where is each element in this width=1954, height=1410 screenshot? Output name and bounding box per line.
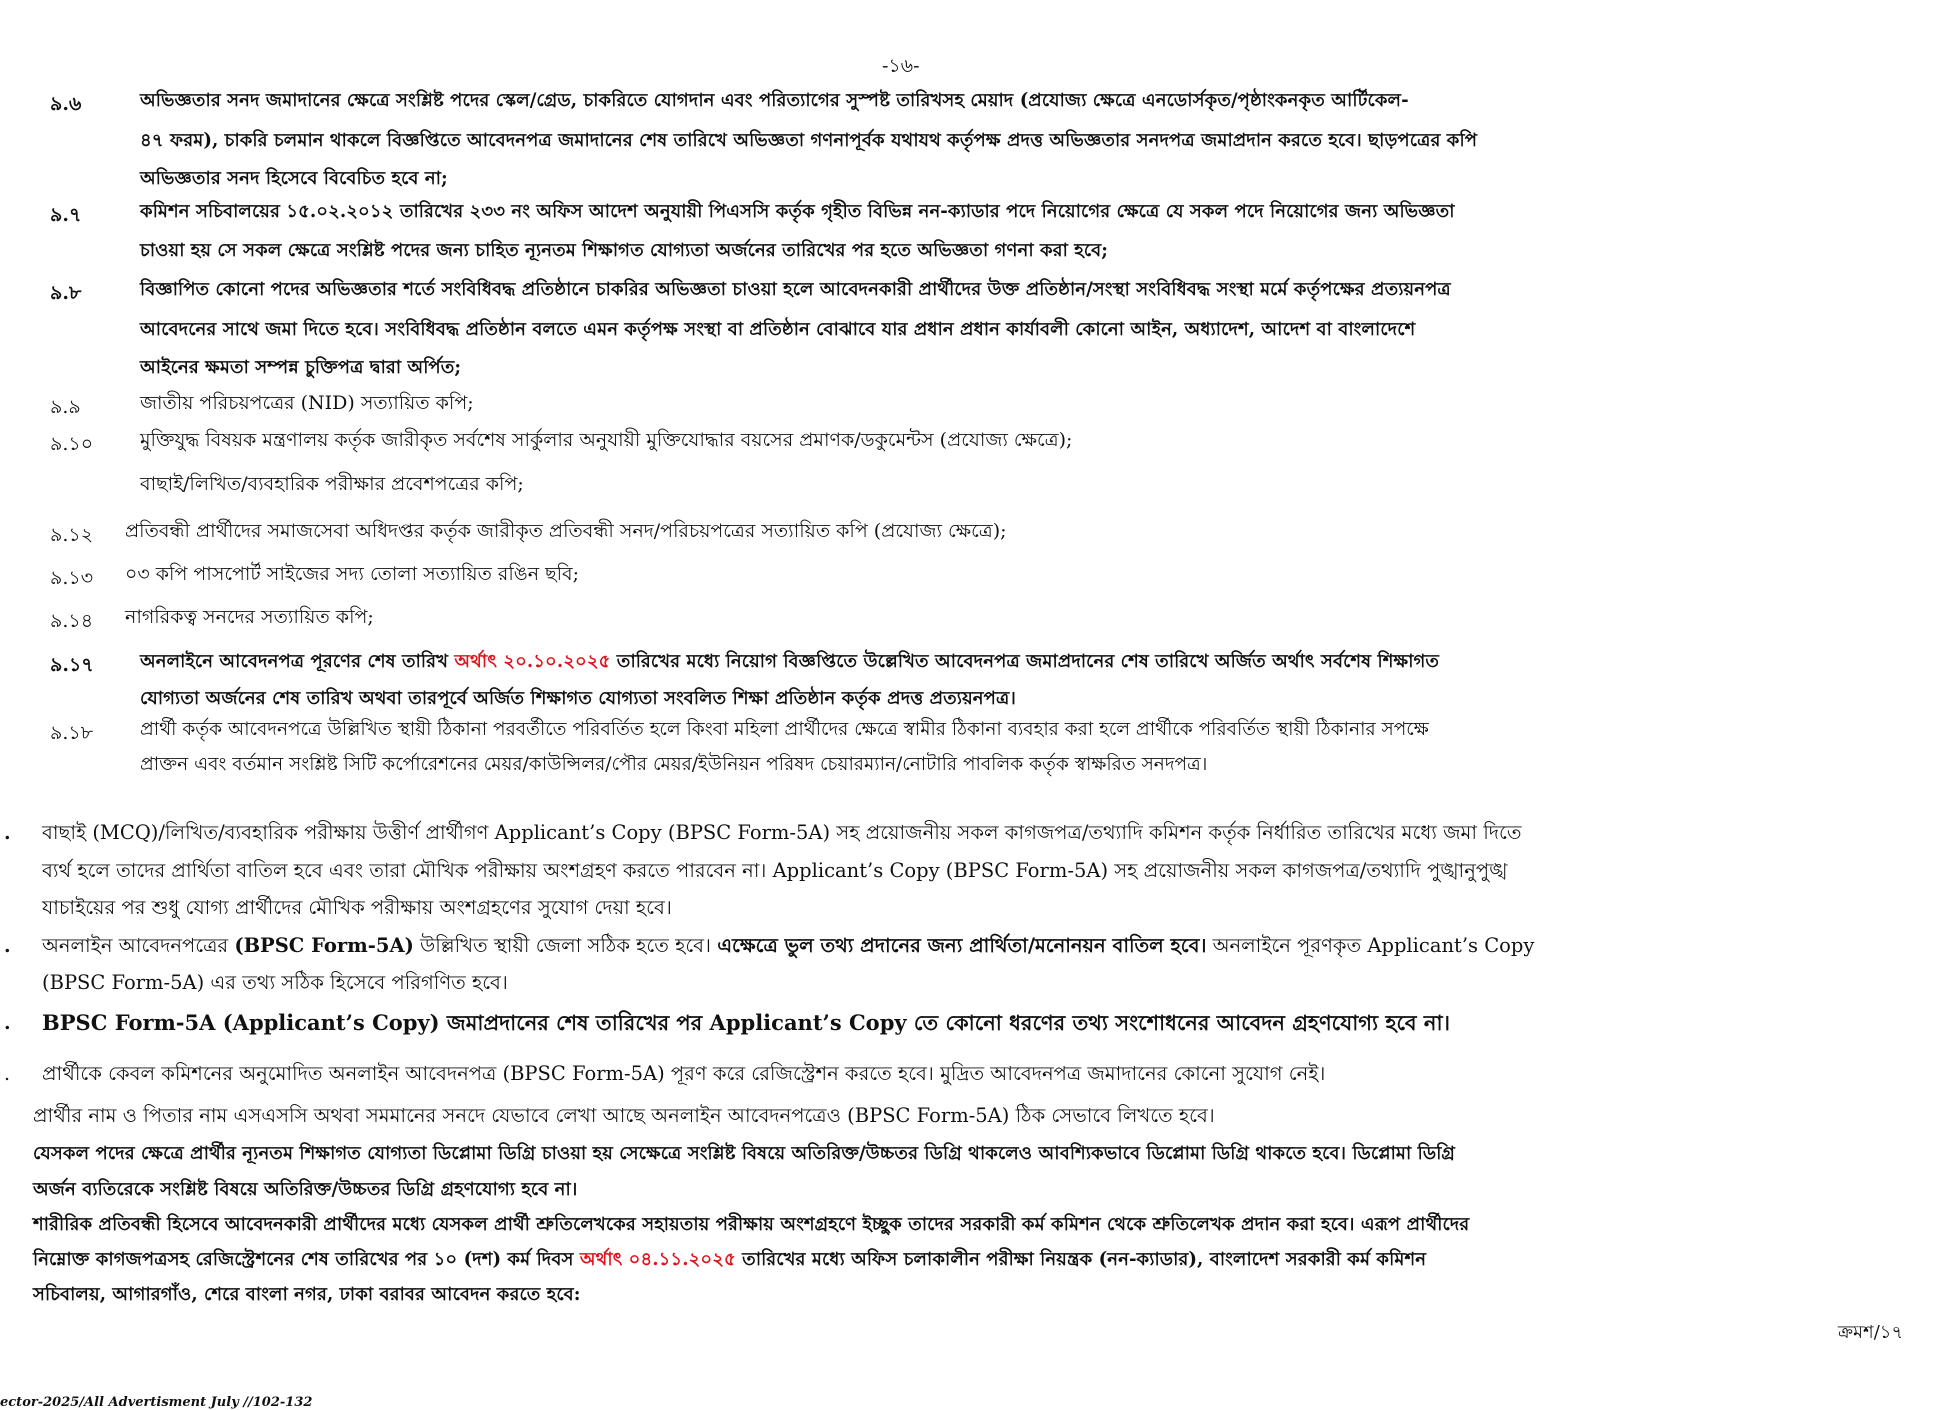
item-number: ৯.৭ [50, 204, 82, 226]
item-line: প্রার্থী কর্তৃক আবেদনপত্রে উল্লিখিত স্থায়ী ঠিকানা পরবর্তীতে পরিবর্তিত হলে কিংবা মহিলা প্রার্থীদের ক্ষেত্রে স্বামীর ঠিকানা ব্যবহার করা হলে প্রার্থীকে পরিবর্তিত স্থায়ী ঠিকানার সপক্ষে [140, 719, 1429, 740]
section-marker: . [4, 822, 11, 844]
item-9-13-text: ০৩ কপি পাসপোর্ট সাইজের সদ্য তোলা সত্যায়িত রঙিন ছবি; [125, 563, 580, 585]
item-9-14-text: নাগরিকত্ব সনদের সত্যায়িত কপি; [125, 606, 374, 628]
section-online-registration: প্রার্থীকে কেবল কমিশনের অনুমোদিত অনলাইন আবেদনপত্র (BPSC Form-5A) পূরণ করে রেজিস্ট্রেশন করতে হবে। মুদ্রিত আবেদনপত্র জমাদানের কোনো সুযোগ নেই। [42, 1062, 1326, 1085]
item-number: ৯.৯ [50, 396, 81, 418]
item-9-9-text: জাতীয় পরিচয়পত্রের (NID) সত্যায়িত কপি; [140, 392, 474, 414]
section-marker: . [4, 1012, 11, 1034]
item-number: ৯.১৭ [50, 654, 94, 676]
item-9-10-text: মুক্তিযুদ্ধ বিষয়ক মন্ত্রণালয় কর্তৃক জারীকৃত সর্বশেষ সার্কুলার অনুযায়ী মুক্তিযোদ্ধার বয়সের প্রমাণক/ডকুমেন্টস (প্রযোজ্য ক্ষেত্রে); [140, 429, 1073, 451]
section-line: শারীরিক প্রতিবন্ধী হিসেবে আবেদনকারী প্রার্থীদের মধ্যে যেসকল প্রার্থী শ্রুতিলেখকের সহায়তায় পরীক্ষায় অংশগ্রহণে ইচ্ছুক তাদের সরকারী কর্ম কমিশন থেকে শ্রুতিলেখক প্রদান করা হবে। এরূপ প্রার্থীদের [33, 1214, 1470, 1235]
item-admit-card-text: বাছাই/লিখিত/ব্যবহারিক পরীক্ষার প্রবেশপত্রের কপি; [140, 473, 524, 495]
item-line: অভিজ্ঞতার সনদ হিসেবে বিবেচিত হবে না; [140, 168, 448, 189]
item-number: ৯.৬ [50, 93, 82, 115]
section-line: যেসকল পদের ক্ষেত্রে প্রার্থীর ন্যূনতম শিক্ষাগত যোগ্যতা ডিপ্লোমা ডিগ্রি চাওয়া হয় সেক্ষেত্রে সংশ্লিষ্ট বিষয়ে অতিরিক্ত/উচ্চতর ডিগ্রি থাকলেও আবশ্যিকভাবে ডিপ্লোমা ডিগ্রি থাকতে হবে। ডিপ্লোমা ডিগ্রি [33, 1143, 1456, 1164]
warning-text: এক্ষেত্রে ভুল তথ্য প্রদানের জন্য প্রার্থিতা/মনোনয়ন বাতিল হবে। [717, 934, 1207, 957]
item-line: যোগ্যতা অর্জনের শেষ তারিখ অথবা তারপূর্বে অর্জিত শিক্ষাগত যোগ্যতা সংবলিত শিক্ষা প্রতিষ্ঠান কর্তৃক প্রদত্ত প্রত্যয়নপত্র। [140, 688, 1016, 709]
text-segment: (BPSC Form-5A) [234, 934, 414, 957]
section-marker: . [4, 935, 11, 957]
section-line [33, 1240, 1426, 1279]
section-form-correction: BPSC Form-5A (Applicant’s Copy) জমাপ্রদানের শেষ তারিখের পর Applicant’s Copy তে কোনো ধরণের তথ্য সংশোধনের আবেদন গ্রহণযোগ্য হবে না। [42, 1010, 1451, 1035]
section-line: যাচাইয়ের পর শুধু যোগ্য প্রার্থীদের মৌখিক পরীক্ষায় অংশগ্রহণের সুযোগ দেয়া হবে। [42, 896, 672, 919]
section-line: সচিবালয়, আগারগাঁও, শেরে বাংলা নগর, ঢাকা বরাবর আবেদন করতে হবে: [33, 1284, 581, 1305]
section-line: ব্যর্থ হলে তাদের প্রার্থিতা বাতিল হবে এবং তারা মৌখিক পরীক্ষায় অংশগ্রহণ করতে পারবেন না। Applicant’s Copy (BPSC Form-5A) সহ প্রয়োজনীয় সকল কাগজপত্র/তথ্যাদি পুঙ্খানুপুঙ্খ [42, 859, 1508, 882]
section-line: অর্জন ব্যতিরেকে সংশ্লিষ্ট বিষয়ে অতিরিক্ত/উচ্চতর ডিগ্রি গ্রহণযোগ্য হবে না। [33, 1179, 578, 1200]
deadline-date-highlight: অর্থাৎ ২০.১০.২০২৫ [454, 651, 611, 672]
item-number: ৯.১৪ [50, 610, 94, 632]
continued-note: ক্রমশ/১৭ [1838, 1322, 1904, 1343]
item-line [140, 642, 1439, 681]
item-number: ৯.১৮ [50, 722, 94, 744]
text-segment: নিম্নোক্ত কাগজপত্রসহ রেজিস্ট্রেশনের শেষ তারিখের পর ১০ (দশ) কর্ম দিবস [33, 1249, 580, 1270]
section-line: (BPSC Form-5A) এর তথ্য সঠিক হিসেবে পরিগণিত হবে। [42, 971, 508, 994]
section-name-as-ssc: প্রার্থীর নাম ও পিতার নাম এসএসসি অথবা সমমানের সনদে যেভাবে লেখা আছে অনলাইন আবেদনপত্রেও (BPSC Form-5A) ঠিক সেভাবে লিখতে হবে। [33, 1104, 1215, 1127]
text-segment: উল্লিখিত স্থায়ী জেলা সঠিক হতে হবে। [413, 934, 718, 957]
item-number: ৯.১২ [50, 524, 94, 546]
deadline-date-highlight: অর্থাৎ ০৪.১১.২০২৫ [579, 1249, 736, 1270]
item-line: বিজ্ঞাপিত কোনো পদের অভিজ্ঞতার শর্তে সংবিধিবদ্ধ প্রতিষ্ঠানে চাকরির অভিজ্ঞতা চাওয়া হলে আবেদনকারী প্রার্থীদের উক্ত প্রতিষ্ঠান/সংস্থা সংবিধিবদ্ধ সংস্থা মর্মে কর্তৃপক্ষের প্রত্যয়নপত্র [140, 279, 1451, 300]
item-line: চাওয়া হয় সে সকল ক্ষেত্রে সংশ্লিষ্ট পদের জন্য চাহিত ন্যূনতম শিক্ষাগত যোগ্যতা অর্জনের তারিখের পর হতে অভিজ্ঞতা গণনা করা হবে; [140, 240, 1108, 261]
item-line: কমিশন সচিবালয়ের ১৫.০২.২০১২ তারিখের ২৩৩ নং অফিস আদেশ অনুযায়ী পিএসসি কর্তৃক গৃহীত বিভিন্ন নন-ক্যাডার পদে নিয়োগের ক্ষেত্রে যে সকল পদে নিয়োগের জন্য অভিজ্ঞতা [140, 201, 1455, 222]
item-number: ৯.৮ [50, 282, 82, 304]
text-segment: তারিখের মধ্যে অফিস চলাকালীন পরীক্ষা নিয়ন্ত্রক (নন-ক্যাডার), বাংলাদেশ সরকারী কর্ম কমিশন [735, 1249, 1427, 1270]
text-segment: অনলাইনে আবেদনপত্র পূরণের শেষ তারিখ [140, 651, 455, 672]
text-segment: অনলাইন আবেদনপত্রের [42, 934, 235, 957]
item-number: ৯.১০ [50, 433, 94, 455]
section-marker: . [4, 1063, 11, 1085]
section-line: বাছাই (MCQ)/লিখিত/ব্যবহারিক পরীক্ষায় উত্তীর্ণ প্রার্থীগণ Applicant’s Copy (BPSC Form-5A) সহ প্রয়োজনীয় সকল কাগজপত্র/তথ্যাদি কমিশন কর্তৃক নির্ধারিত তারিখের মধ্যে জমা দিতে [42, 821, 1522, 844]
footer-reference: ector-2025/All Advertisment July //102-132 [0, 1395, 313, 1410]
item-line: ৪৭ ফরম), চাকরি চলমান থাকলে বিজ্ঞপ্তিতে আবেদনপত্র জমাদানের শেষ তারিখে অভিজ্ঞতা গণনাপূর্বক যথাযথ কর্তৃপক্ষ প্রদত্ত অভিজ্ঞতার সনদপত্র জমাপ্রদান করতে হবে। ছাড়পত্রের কপি [140, 130, 1478, 151]
item-line: আবেদনের সাথে জমা দিতে হবে। সংবিধিবদ্ধ প্রতিষ্ঠান বলতে এমন কর্তৃপক্ষ সংস্থা বা প্রতিষ্ঠান বোঝাবে যার প্রধান প্রধান কার্যাবলী কোনো আইন, অধ্যাদেশ, আদেশ বা বাংলাদেশে [140, 319, 1416, 340]
item-line: প্রাক্তন এবং বর্তমান সংশ্লিষ্ট সিটি কর্পোরেশনের মেয়র/কাউন্সিলর/পৌর মেয়র/ইউনিয়ন পরিষদ চেয়ারম্যান/নোটারি পাবলিক কর্তৃক স্বাক্ষরিত সনদপত্র। [140, 754, 1208, 775]
text-segment: অনলাইনে পূরণকৃত Applicant’s Copy [1206, 934, 1535, 957]
item-number: ৯.১৩ [50, 567, 94, 589]
page-number: -১৬- [882, 55, 920, 77]
item-line: অভিজ্ঞতার সনদ জমাদানের ক্ষেত্রে সংশ্লিষ্ট পদের স্কেল/গ্রেড, চাকরিতে যোগদান এবং পরিত্যাগের সুস্পষ্ট তারিখসহ মেয়াদ (প্রযোজ্য ক্ষেত্রে এনডোর্সকৃত/পৃষ্ঠাংকনকৃত আর্টিকেল- [140, 90, 1409, 111]
text-segment: তারিখের মধ্যে নিয়োগ বিজ্ঞপ্তিতে উল্লেখিত আবেদনপত্র জমাপ্রদানের শেষ তারিখে অর্জিত অর্থাৎ সর্বশেষ শিক্ষাগত [610, 651, 1440, 672]
item-9-12-text: প্রতিবন্ধী প্রার্থীদের সমাজসেবা অধিদপ্তর কর্তৃক জারীকৃত প্রতিবন্ধী সনদ/পরিচয়পত্রের সত্যায়িত কপি (প্রযোজ্য ক্ষেত্রে); [125, 520, 1007, 542]
section-line [42, 926, 1534, 965]
item-line: আইনের ক্ষমতা সম্পন্ন চুক্তিপত্র দ্বারা অর্পিত; [140, 357, 462, 378]
